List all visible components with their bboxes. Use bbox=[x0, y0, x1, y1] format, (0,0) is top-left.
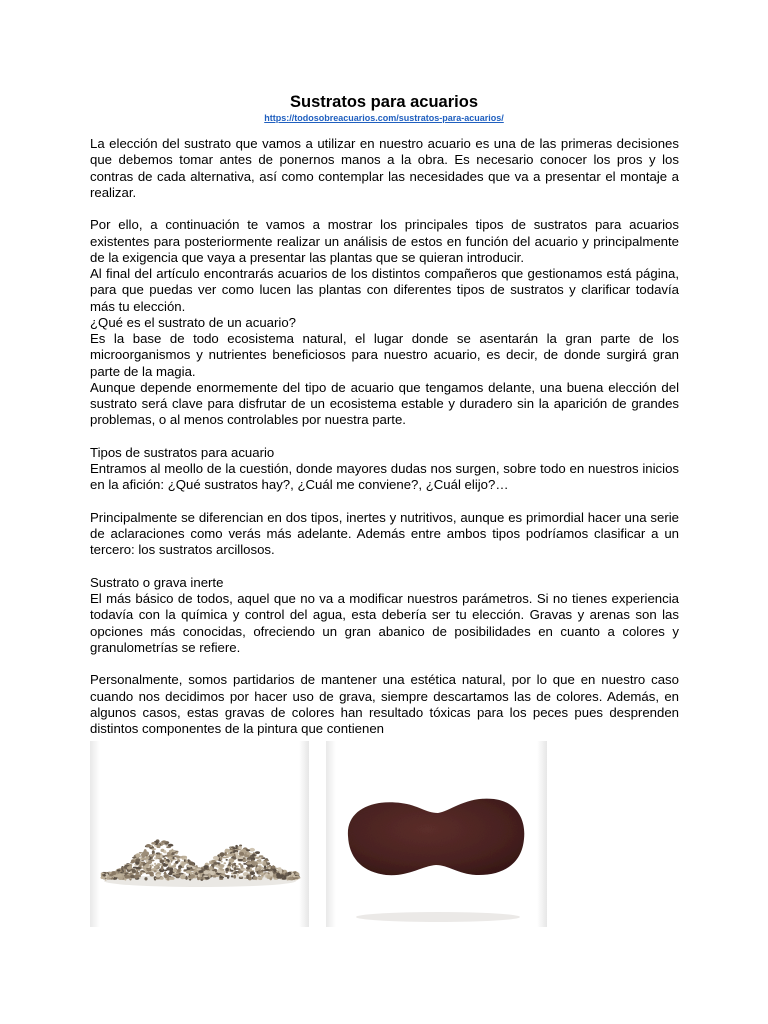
gravel-pebble bbox=[173, 869, 177, 872]
dark-sand-mound-icon bbox=[326, 741, 547, 927]
gravel-pebble bbox=[234, 855, 236, 857]
gravel-pebble bbox=[224, 862, 227, 864]
paragraph-most-basic: El más básico de todos, aquel que no va a modificar nuestros parámetros. Si no tienes experiencia todavía con la química y control del agua, esta debería ser tu elección. Gravas y arenas son las opciones más conocidas, ofreciendo un gran abanico de posibilidades en cuanto a colores y granulometrías se refiere. bbox=[90, 591, 679, 655]
gravel-pile-icon bbox=[90, 741, 309, 927]
gravel-pebble bbox=[179, 873, 184, 875]
gravel-pebble bbox=[228, 862, 231, 864]
gravel-pebble bbox=[237, 873, 239, 877]
gravel-pebble bbox=[226, 868, 229, 872]
gravel-pebble bbox=[279, 870, 282, 873]
gravel-pebble bbox=[222, 857, 227, 859]
gravel-pebble bbox=[247, 858, 251, 860]
gravel-pebble bbox=[232, 847, 237, 849]
gravel-pebble bbox=[146, 868, 151, 871]
gravel-pebble bbox=[185, 858, 187, 860]
gravel-pebble bbox=[141, 858, 147, 860]
gravel-pebble bbox=[158, 858, 162, 860]
heading-substrate-types: Tipos de sustratos para acuario bbox=[90, 444, 275, 460]
gravel-pebble bbox=[135, 872, 139, 875]
gravel-pebble bbox=[141, 862, 145, 864]
gravel-pebble bbox=[239, 876, 243, 878]
gravel-pebble bbox=[161, 841, 167, 843]
gravel-pebble bbox=[146, 859, 149, 862]
gravel-pebble bbox=[199, 870, 204, 873]
gravel-pebble bbox=[103, 874, 106, 876]
gravel-pebble bbox=[294, 877, 299, 879]
gravel-pebble bbox=[145, 864, 149, 867]
gravel-pebble bbox=[225, 849, 230, 853]
gravel-pebble bbox=[187, 868, 190, 871]
gravel-pebble bbox=[264, 869, 270, 871]
gravel-pebble bbox=[262, 857, 265, 859]
gravel-pebble bbox=[239, 852, 244, 856]
gravel-pebble bbox=[240, 871, 242, 873]
heading-inert-gravel: Sustrato o grava inerte bbox=[90, 574, 224, 590]
gravel-pebble bbox=[144, 877, 147, 880]
gravel-pebble bbox=[136, 853, 141, 857]
gravel-pebble bbox=[276, 876, 282, 879]
gravel-pebble bbox=[255, 857, 260, 859]
gravel-pebble bbox=[154, 870, 157, 872]
gravel-pebble bbox=[238, 863, 241, 865]
gravel-pebble bbox=[238, 857, 243, 859]
gravel-pebble bbox=[203, 875, 208, 877]
gravel-pebble bbox=[125, 873, 129, 875]
gravel-pebble bbox=[219, 876, 224, 878]
gravel-pebble bbox=[152, 848, 156, 850]
gravel-pebble bbox=[193, 867, 196, 869]
gravel-pebble bbox=[273, 874, 277, 878]
gravel-pebble bbox=[151, 842, 156, 845]
gravel-pebble bbox=[171, 851, 175, 853]
gravel-pebble bbox=[188, 861, 193, 865]
gravel-pebble bbox=[252, 854, 256, 857]
gravel-pebble bbox=[253, 876, 257, 879]
gravel-pebble bbox=[241, 869, 247, 871]
gravel-pebble bbox=[255, 851, 260, 854]
gravel-pebble bbox=[258, 877, 262, 880]
gravel-pebble bbox=[107, 876, 110, 880]
gravel-pebble bbox=[175, 861, 178, 864]
gravel-pebble bbox=[170, 860, 172, 863]
gravel-pebble bbox=[180, 875, 185, 879]
document-title: Sustratos para acuarios bbox=[290, 93, 478, 111]
paragraph-base-ecosystem: Es la base de todo ecosistema natural, el lugar donde se asentarán la gran parte de los microorganismos y nutrientes beneficiosos para nuestro acuario, es decir, de donde surgirá gran parte de la magia. bbox=[90, 331, 679, 379]
gravel-pebble bbox=[139, 852, 142, 854]
gravel-pile-image bbox=[90, 741, 309, 927]
document-body bbox=[90, 136, 679, 737]
gravel-pebble bbox=[164, 870, 168, 872]
gravel-pebble bbox=[220, 857, 222, 860]
gravel-pebble bbox=[235, 852, 239, 855]
gravel-pebble bbox=[127, 866, 132, 870]
gravel-pebble bbox=[156, 874, 161, 878]
gravel-pebble bbox=[101, 876, 106, 879]
gravel-pebble bbox=[101, 873, 105, 875]
gravel-pebble bbox=[196, 868, 201, 870]
gravel-pebble bbox=[224, 875, 230, 877]
gravel-pebble bbox=[142, 851, 148, 855]
gravel-pebble bbox=[284, 876, 286, 878]
gravel-pebble bbox=[249, 848, 255, 852]
gravel-pebble bbox=[266, 862, 270, 865]
gravel-pebble bbox=[209, 866, 212, 870]
heading-what-is-substrate: ¿Qué es el sustrato de un acuario? bbox=[90, 314, 296, 330]
gravel-pebble bbox=[219, 864, 224, 867]
gravel-pebble bbox=[220, 869, 225, 871]
gravel-pebble bbox=[133, 867, 137, 869]
gravel-pebble bbox=[252, 860, 255, 864]
gravel-pebble bbox=[123, 869, 126, 871]
gravel-pebble bbox=[190, 874, 195, 878]
gravel-pebble bbox=[135, 858, 140, 862]
paragraph-meollo: Entramos al meollo de la cuestión, donde mayores dudas nos surgen, sobre todo en nuestros inicios en la afición: ¿Qué sustratos hay?, ¿Cuál me conviene?, ¿Cuál elijo?… bbox=[90, 461, 679, 493]
gravel-pebble bbox=[129, 873, 132, 875]
gravel-pebble bbox=[239, 845, 242, 847]
source-link[interactable]: https://todosobreacuarios.com/sustratos-para-acuarios/ bbox=[264, 113, 504, 123]
gravel-pebble bbox=[117, 869, 120, 871]
gravel-pebble bbox=[221, 861, 223, 863]
gravel-pebble bbox=[185, 876, 187, 880]
gravel-pebble bbox=[268, 867, 270, 869]
paragraph-natural-aesthetic: Personalmente, somos partidarios de mantener una estética natural, por lo que en nuestro caso cuando nos decidimos por hacer uso de grava, siempre descartamos las de colores. Además, en algunos casos, estas gravas de colores han resultado tóxicas para los peces pues desprenden distintos componentes de la pintura que contienen bbox=[90, 672, 679, 736]
gravel-pebble bbox=[171, 853, 175, 855]
gravel-pebble bbox=[233, 875, 236, 879]
gravel-pebble bbox=[246, 867, 250, 869]
gravel-pebble bbox=[258, 870, 261, 874]
gravel-pebble bbox=[168, 844, 174, 847]
gravel-pebble bbox=[293, 876, 296, 878]
gravel-pebble bbox=[169, 867, 173, 871]
gravel-pebble bbox=[173, 864, 176, 867]
gravel-pebble bbox=[143, 871, 145, 873]
gravel-pebble bbox=[154, 863, 156, 865]
gravel-pebble bbox=[168, 873, 172, 876]
gravel-pebble bbox=[271, 866, 275, 869]
gravel-pebble bbox=[246, 862, 252, 864]
gravel-pebble bbox=[124, 875, 130, 879]
gravel-pebble bbox=[118, 877, 123, 880]
gravel-pebble bbox=[264, 866, 266, 869]
gravel-pebble bbox=[161, 866, 164, 870]
gravel-pebble bbox=[266, 873, 268, 875]
gravel-pebble bbox=[110, 874, 114, 877]
gravel-pebble bbox=[261, 875, 264, 877]
paragraph-intro: La elección del sustrato que vamos a utilizar en nuestro acuario es una de las primeras decisiones que debemos tomar antes de ponernos manos a la obra. Es necesario conocer los pros y los contras de cada alternativa, así como contemplar las necesidades que va a presentar el montaje a realizar. bbox=[90, 136, 679, 200]
gravel-pebble bbox=[288, 877, 294, 880]
gravel-pebble bbox=[220, 852, 225, 856]
paragraph-good-choice: Aunque depende enormemente del tipo de acuario que tengamos delante, una buena elección del sustrato será clave para disfrutar de un ecosistema estable y duradero sin la aparición de grandes problemas, o al menos controlables por nuestra parte. bbox=[90, 379, 679, 428]
gravel-pebble bbox=[176, 856, 180, 858]
gravel-pebble bbox=[164, 850, 166, 853]
gravel-pebble bbox=[130, 862, 134, 864]
gravel-pebble bbox=[146, 844, 151, 847]
gravel-pebble bbox=[238, 846, 242, 849]
gravel-pebble bbox=[211, 875, 215, 877]
gravel-pebble bbox=[213, 862, 217, 865]
gravel-pebble bbox=[202, 877, 204, 880]
gravel-pebble bbox=[257, 867, 259, 869]
gravel-pebble bbox=[242, 859, 246, 862]
gravel-pebble bbox=[188, 859, 190, 862]
gravel-pebble bbox=[238, 859, 243, 861]
gravel-pebble bbox=[243, 863, 246, 865]
gravel-pebble bbox=[157, 846, 160, 848]
gravel-pebble bbox=[134, 875, 138, 879]
gravel-pebble bbox=[178, 869, 181, 873]
gravel-pebble bbox=[213, 871, 215, 873]
gravel-pebble bbox=[172, 857, 174, 860]
gravel-pebble bbox=[258, 860, 261, 862]
gravel-pebble bbox=[167, 876, 169, 880]
gravel-pebble bbox=[210, 871, 213, 875]
gravel-pebble bbox=[209, 862, 213, 864]
gravel-pebble bbox=[198, 874, 200, 877]
gravel-pebble bbox=[160, 860, 165, 864]
gravel-pebble bbox=[278, 867, 282, 870]
gravel-pebble bbox=[167, 860, 170, 862]
gravel-pebble bbox=[204, 867, 207, 869]
paragraph-two-types: Principalmente se diferencian en dos tipos, inertes y nutritivos, aunque es primordial hacer una serie de aclaraciones como verás más adelante. Además entre ambos tipos podríamos clasificar a un tercero: los sustratos arcillosos. bbox=[90, 509, 679, 558]
gravel-pebble bbox=[231, 875, 233, 877]
gravel-pebble bbox=[246, 852, 250, 855]
gravel-pebble bbox=[186, 870, 192, 874]
gravel-pebble bbox=[246, 875, 249, 879]
gravel-pebble bbox=[148, 872, 154, 875]
gravel-pebble bbox=[154, 866, 158, 868]
paragraph-main-types: Por ello, a continuación te vamos a mostrar los principales tipos de sustratos para acuarios existentes para posteriormente realizar un análisis de estos en función del acuario y principalmente de la exigencia que vaya a presentar las plantas que se quieran introducir. bbox=[90, 217, 679, 265]
gravel-pebble bbox=[288, 872, 292, 875]
gravel-pebble bbox=[270, 872, 274, 876]
gravel-pebble bbox=[208, 873, 210, 877]
gravel-pebble bbox=[235, 845, 238, 848]
gravel-pebble bbox=[213, 856, 219, 860]
gravel-pebble bbox=[220, 873, 226, 875]
gravel-pebble bbox=[156, 855, 160, 858]
gravel-pebble bbox=[194, 870, 197, 872]
gravel-pebble bbox=[231, 853, 234, 857]
gravel-pebble bbox=[185, 860, 187, 863]
gravel-pebble bbox=[226, 859, 228, 861]
gravel-pebble bbox=[160, 877, 164, 880]
dark-sand-mound-image bbox=[326, 741, 547, 927]
gravel-pebble bbox=[167, 852, 171, 856]
gravel-pebble bbox=[175, 875, 181, 877]
gravel-pebble bbox=[263, 863, 267, 866]
gravel-pebble bbox=[149, 854, 153, 856]
paragraph-end-article: Al final del artículo encontrarás acuarios de los distintos compañeros que gestionamos está página, para que puedas ver como lucen las plantas con diferentes tipos de sustratos y clarificar todavía más tu elección. bbox=[90, 266, 679, 314]
